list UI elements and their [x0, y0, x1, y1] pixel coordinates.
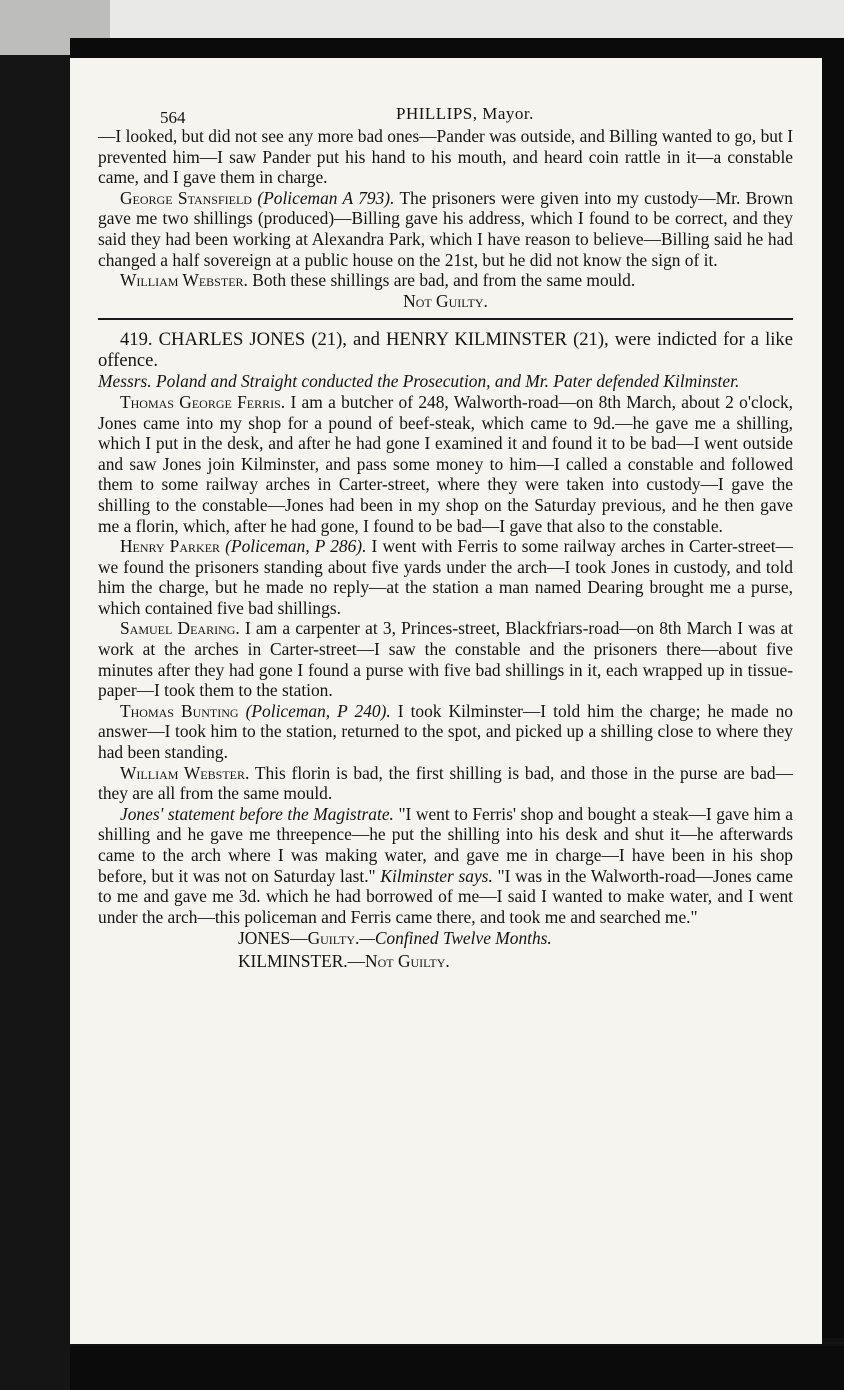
- testimony-dearing: [98, 618, 793, 700]
- statement-label: Jones' statement before the Magistrate.: [120, 803, 394, 824]
- witness-rank: (Policeman A 793).: [257, 187, 395, 208]
- testimony-parker: [98, 536, 793, 618]
- page-header: [98, 96, 793, 126]
- kilminster-text: "I was in the Walworth-road—Jones came to me and gave me 3d. which he had borrowed of me—I said I wanted to make water, and I went under the arch—this policeman and Ferris came there, and took me and searched me.": [98, 865, 793, 927]
- section-rule: [98, 318, 793, 320]
- case-heading: 419. CHARLES JONES (21), and HENRY KILMINSTER (21), were indicted for a like offence.: [98, 329, 793, 372]
- page-number: 564: [160, 108, 186, 127]
- testimony-ferris: [98, 392, 793, 536]
- verdict-name: KILMINSTER.—: [238, 951, 366, 972]
- testimony-webster-2: [98, 763, 793, 804]
- witness-name: Thomas Bunting: [120, 700, 239, 721]
- witness-name: Henry Parker: [120, 536, 221, 557]
- counsel-line: Messrs. Poland and Straight conducted the Prosecution, and Mr. Pater defended Kilminster.: [98, 371, 740, 392]
- kilminster-label: Kilminster says.: [380, 865, 493, 886]
- verdict-guilty: Guilty.: [307, 928, 360, 949]
- scan-top-border: [70, 38, 844, 60]
- scan-bottom-border: [70, 1346, 844, 1390]
- verdict-kilminster: [238, 950, 793, 973]
- running-head: PHILLIPS, Mayor.: [396, 104, 534, 123]
- verdict-name: JONES—: [238, 928, 308, 949]
- statement-text: "I went to Ferris' shop and bought a steak—I gave him a shilling and he gave me threepence—he put the shilling into his desk and shut it—he afterwards came to the arch where I was making water, and gave me in charge—I have been in his shop before, but it was not on Saturday last.": [98, 803, 793, 886]
- witness-name: William Webster.: [120, 270, 248, 291]
- prisoner-statements: [98, 804, 793, 928]
- witness-rank: (Policeman, P 286).: [225, 536, 367, 557]
- witness-rank: (Policeman, P 240).: [245, 700, 391, 721]
- scan-left-border: [0, 55, 70, 1390]
- previous-case-paragraph: —I looked, but did not see any more bad ones—Pander was outside, and Billing wanted to go, but I prevented him—I saw Pander put his hand to his mouth, and heard coin rattle in it—a constable came, and I gave them in charge.: [98, 126, 793, 188]
- witness-name: Samuel Dearing.: [120, 618, 240, 639]
- verdict-not-guilty: Not Guilty.: [365, 951, 450, 972]
- witness-name: Thomas George Ferris.: [120, 391, 286, 412]
- testimony-text: This florin is bad, the first shilling is bad, and those in the purse are bad—they are all from the same mould.: [98, 762, 793, 804]
- verdict-line: Not Guilty.: [403, 290, 488, 311]
- testimony-text: I went with Ferris to some railway arches in Carter-street—we found the prisoners standing about five yards under the arch—I took Jones in custody, and told him the charge, but he made no reply—at the station a man named Dearing brought me a purse, which contained five bad shillings.: [98, 536, 793, 618]
- verdict-sentence: —Confined Twelve Months.: [359, 928, 552, 949]
- testimony-text: Both these shillings are bad, and from the same mould.: [247, 270, 636, 291]
- testimony-text: The prisoners were given into my custody—Mr. Brown gave me two shillings (produced)—Billing gave his address, which I found to be correct, and they said they had been working at Alexandra Park, which I have reason to believe—Billing said he had changed a half sovereign at a public house on the 21st, but he did not know the sign of it.: [98, 187, 793, 270]
- page-text: [98, 96, 793, 973]
- testimony-text: I am a butcher of 248, Walworth-road—on 8th March, about 2 o'clock, Jones came into my shop for a pound of beef-steak, which came to 9d.—he gave me a shilling, which I put in the desk, and after he had gone I examined it and found it to be bad—I went outside and saw Jones join Kilminster, and pass some money to him—I called a constable and followed them to some railway arches in Carter-street, where they were taken into custody—I gave the shilling to the constable—Jones had been in my shop on the Saturday previous, and he then gave me a florin, which, after he had gone, I found to be bad—I gave that also to the constable.: [98, 391, 794, 536]
- testimony-bunting: [98, 701, 793, 763]
- testimony-webster: [98, 270, 793, 291]
- witness-name: George Stansfield: [120, 187, 252, 208]
- verdict-jones: [238, 927, 793, 950]
- scan-right-border: [822, 38, 844, 1338]
- witness-name: William Webster.: [120, 762, 250, 783]
- testimony-text: I took Kilminster—I told him the charge; he made no answer—I took him to the station, returned to the spot, and picked up a shilling close to where they had been standing.: [98, 700, 793, 763]
- testimony-stansfield: [98, 188, 793, 270]
- testimony-text: I am a carpenter at 3, Princes-street, Blackfriars-road—on 8th March I was at work at the arches in Carter-street—I saw the constable and the prisoners there—about five minutes after they had gone I found a purse with five bad shillings in it, each wrapped up in tissue-paper—I took them to the station.: [98, 618, 793, 701]
